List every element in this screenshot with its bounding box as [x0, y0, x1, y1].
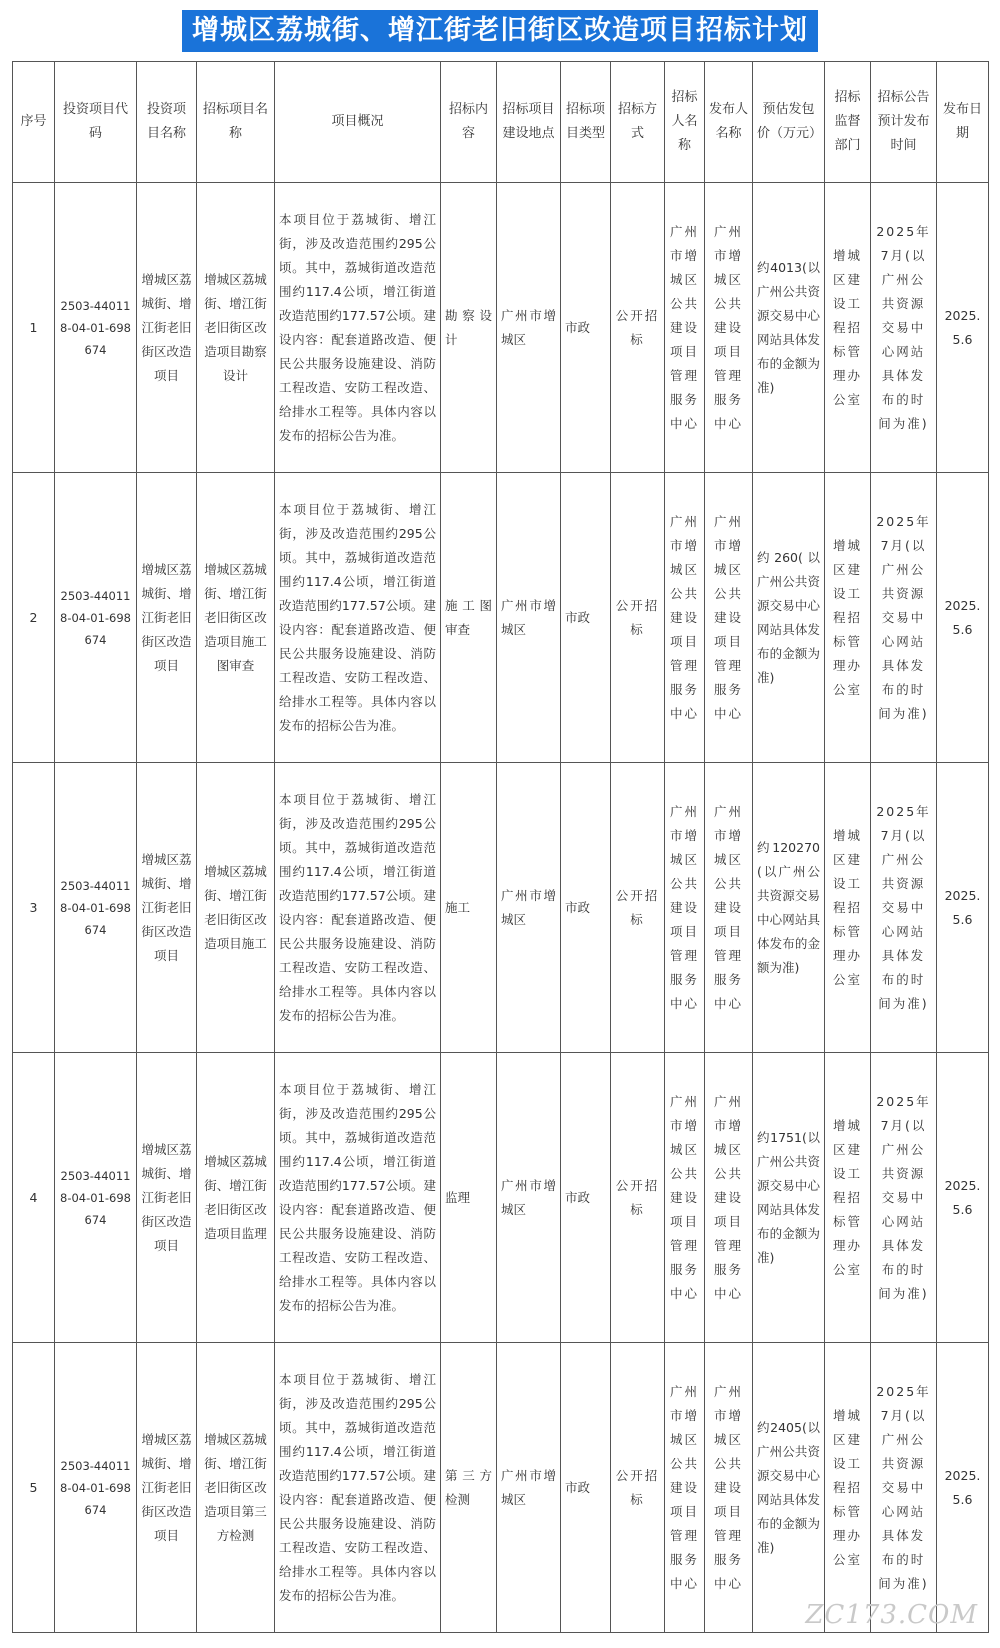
header-cell: 序号: [13, 62, 55, 183]
bid-location: 广州市增城区: [497, 1053, 561, 1343]
project-code: 2503-440118-04-01-698674: [55, 183, 137, 473]
header-row: [13, 62, 989, 183]
bid-project-name: 增城区荔城街、增江街老旧街区改造项目勘察设计: [197, 183, 275, 473]
project-code: 2503-440118-04-01-698674: [55, 1053, 137, 1343]
header-cell: 招标项目名称: [197, 62, 275, 183]
bid-location: 广州市增城区: [497, 183, 561, 473]
announce-time: 2025年7月(以广州公共资源交易中心网站具体发布的时间为准): [871, 473, 937, 763]
bid-method: 公开招标: [611, 1343, 665, 1633]
header-cell: 招标公告预计发布时间: [871, 62, 937, 183]
header-cell: 预估发包价（万元）: [753, 62, 825, 183]
announce-time: 2025年7月(以广州公共资源交易中心网站具体发布的时间为准): [871, 1343, 937, 1633]
project-type: 市政: [561, 763, 611, 1053]
announce-time: 2025年7月(以广州公共资源交易中心网站具体发布的时间为准): [871, 1053, 937, 1343]
invest-project-name: 增城区荔城街、增江街老旧街区改造项目: [137, 183, 197, 473]
bid-project-name: 增城区荔城街、增江街老旧街区改造项目监理: [197, 1053, 275, 1343]
project-overview: 本项目位于荔城街、增江街，涉及改造范围约295公顷。其中，荔城街道改造范围约117.4公顷，增江街道改造范围约177.57公顷。建设内容：配套道路改造、便民公共服务设施建设、消防工程改造、安防工程改造、给排水工程等。具体内容以发布的招标公告为准。: [275, 763, 441, 1053]
bid-project-name: 增城区荔城街、增江街老旧街区改造项目第三方检测: [197, 1343, 275, 1633]
row-number: 5: [13, 1343, 55, 1633]
bid-method: 公开招标: [611, 473, 665, 763]
estimated-price: 约120270(以广州公共资源交易中心网站具体发布的金额为准): [753, 763, 825, 1053]
tenderer-name: 广州市增城区公共建设项目管理服务中心: [665, 1343, 705, 1633]
project-overview: 本项目位于荔城街、增江街，涉及改造范围约295公顷。其中，荔城街道改造范围约117.4公顷，增江街道改造范围约177.57公顷。建设内容：配套道路改造、便民公共服务设施建设、消防工程改造、安防工程改造、给排水工程等。具体内容以发布的招标公告为准。: [275, 473, 441, 763]
row-number: 2: [13, 473, 55, 763]
supervisor-dept: 增城区建设工程招标管理办公室: [825, 473, 871, 763]
invest-project-name: 增城区荔城街、增江街老旧街区改造项目: [137, 473, 197, 763]
publisher-name: 广州市增城区公共建设项目管理服务中心: [705, 763, 753, 1053]
bid-content: 监理: [441, 1053, 497, 1343]
project-type: 市政: [561, 1343, 611, 1633]
table-row: [13, 1343, 989, 1633]
estimated-price: 约1751(以广州公共资源交易中心网站具体发布的金额为准): [753, 1053, 825, 1343]
bid-location: 广州市增城区: [497, 473, 561, 763]
bid-method: 公开招标: [611, 1053, 665, 1343]
invest-project-name: 增城区荔城街、增江街老旧街区改造项目: [137, 1343, 197, 1633]
bid-plan-table: [12, 61, 989, 1633]
publish-date: 2025.5.6: [937, 763, 989, 1053]
supervisor-dept: 增城区建设工程招标管理办公室: [825, 763, 871, 1053]
invest-project-name: 增城区荔城街、增江街老旧街区改造项目: [137, 1053, 197, 1343]
tenderer-name: 广州市增城区公共建设项目管理服务中心: [665, 763, 705, 1053]
header-cell: 发布日期: [937, 62, 989, 183]
publish-date: 2025.5.6: [937, 1343, 989, 1633]
project-overview: 本项目位于荔城街、增江街，涉及改造范围约295公顷。其中，荔城街道改造范围约117.4公顷，增江街道改造范围约177.57公顷。建设内容：配套道路改造、便民公共服务设施建设、消防工程改造、安防工程改造、给排水工程等。具体内容以发布的招标公告为准。: [275, 183, 441, 473]
project-type: 市政: [561, 473, 611, 763]
header-cell: 投资项目名称: [137, 62, 197, 183]
publisher-name: 广州市增城区公共建设项目管理服务中心: [705, 1053, 753, 1343]
bid-location: 广州市增城区: [497, 763, 561, 1053]
publish-date: 2025.5.6: [937, 183, 989, 473]
bid-content: 勘察设计: [441, 183, 497, 473]
bid-project-name: 增城区荔城街、增江街老旧街区改造项目施工: [197, 763, 275, 1053]
page-title: 增城区荔城街、增江街老旧街区改造项目招标计划: [182, 10, 818, 52]
publish-date: 2025.5.6: [937, 1053, 989, 1343]
header-cell: 招标监督部门: [825, 62, 871, 183]
watermark: ZC173.COM: [805, 1600, 978, 1630]
estimated-price: 约4013(以广州公共资源交易中心网站具体发布的金额为准): [753, 183, 825, 473]
publisher-name: 广州市增城区公共建设项目管理服务中心: [705, 183, 753, 473]
publisher-name: 广州市增城区公共建设项目管理服务中心: [705, 473, 753, 763]
project-type: 市政: [561, 183, 611, 473]
header-cell: 招标内容: [441, 62, 497, 183]
row-number: 4: [13, 1053, 55, 1343]
bid-content: 施工: [441, 763, 497, 1053]
header-cell: 招标方式: [611, 62, 665, 183]
invest-project-name: 增城区荔城街、增江街老旧街区改造项目: [137, 763, 197, 1053]
estimated-price: 约260(以广州公共资源交易中心网站具体发布的金额为准): [753, 473, 825, 763]
bid-location: 广州市增城区: [497, 1343, 561, 1633]
supervisor-dept: 增城区建设工程招标管理办公室: [825, 183, 871, 473]
header-cell: 招标人名称: [665, 62, 705, 183]
table-row: [13, 1053, 989, 1343]
publish-date: 2025.5.6: [937, 473, 989, 763]
estimated-price: 约2405(以广州公共资源交易中心网站具体发布的金额为准): [753, 1343, 825, 1633]
table-row: [13, 763, 989, 1053]
header-cell: 招标项目建设地点: [497, 62, 561, 183]
tenderer-name: 广州市增城区公共建设项目管理服务中心: [665, 183, 705, 473]
row-number: 3: [13, 763, 55, 1053]
project-overview: 本项目位于荔城街、增江街，涉及改造范围约295公顷。其中，荔城街道改造范围约117.4公顷，增江街道改造范围约177.57公顷。建设内容：配套道路改造、便民公共服务设施建设、消防工程改造、安防工程改造、给排水工程等。具体内容以发布的招标公告为准。: [275, 1053, 441, 1343]
project-code: 2503-440118-04-01-698674: [55, 473, 137, 763]
bid-method: 公开招标: [611, 763, 665, 1053]
tenderer-name: 广州市增城区公共建设项目管理服务中心: [665, 1053, 705, 1343]
project-type: 市政: [561, 1053, 611, 1343]
bid-content: 施工图审查: [441, 473, 497, 763]
project-overview: 本项目位于荔城街、增江街，涉及改造范围约295公顷。其中，荔城街道改造范围约117.4公顷，增江街道改造范围约177.57公顷。建设内容：配套道路改造、便民公共服务设施建设、消防工程改造、安防工程改造、给排水工程等。具体内容以发布的招标公告为准。: [275, 1343, 441, 1633]
header-cell: 投资项目代码: [55, 62, 137, 183]
header-cell: 招标项目类型: [561, 62, 611, 183]
bid-project-name: 增城区荔城街、增江街老旧街区改造项目施工图审查: [197, 473, 275, 763]
bid-method: 公开招标: [611, 183, 665, 473]
project-code: 2503-440118-04-01-698674: [55, 763, 137, 1053]
supervisor-dept: 增城区建设工程招标管理办公室: [825, 1053, 871, 1343]
announce-time: 2025年7月(以广州公共资源交易中心网站具体发布的时间为准): [871, 763, 937, 1053]
announce-time: 2025年7月(以广州公共资源交易中心网站具体发布的时间为准): [871, 183, 937, 473]
title-container: [0, 10, 1000, 52]
header-cell: 项目概况: [275, 62, 441, 183]
row-number: 1: [13, 183, 55, 473]
project-code: 2503-440118-04-01-698674: [55, 1343, 137, 1633]
header-cell: 发布人名称: [705, 62, 753, 183]
table-row: [13, 473, 989, 763]
tenderer-name: 广州市增城区公共建设项目管理服务中心: [665, 473, 705, 763]
bid-content: 第三方检测: [441, 1343, 497, 1633]
publisher-name: 广州市增城区公共建设项目管理服务中心: [705, 1343, 753, 1633]
table-row: [13, 183, 989, 473]
supervisor-dept: 增城区建设工程招标管理办公室: [825, 1343, 871, 1633]
